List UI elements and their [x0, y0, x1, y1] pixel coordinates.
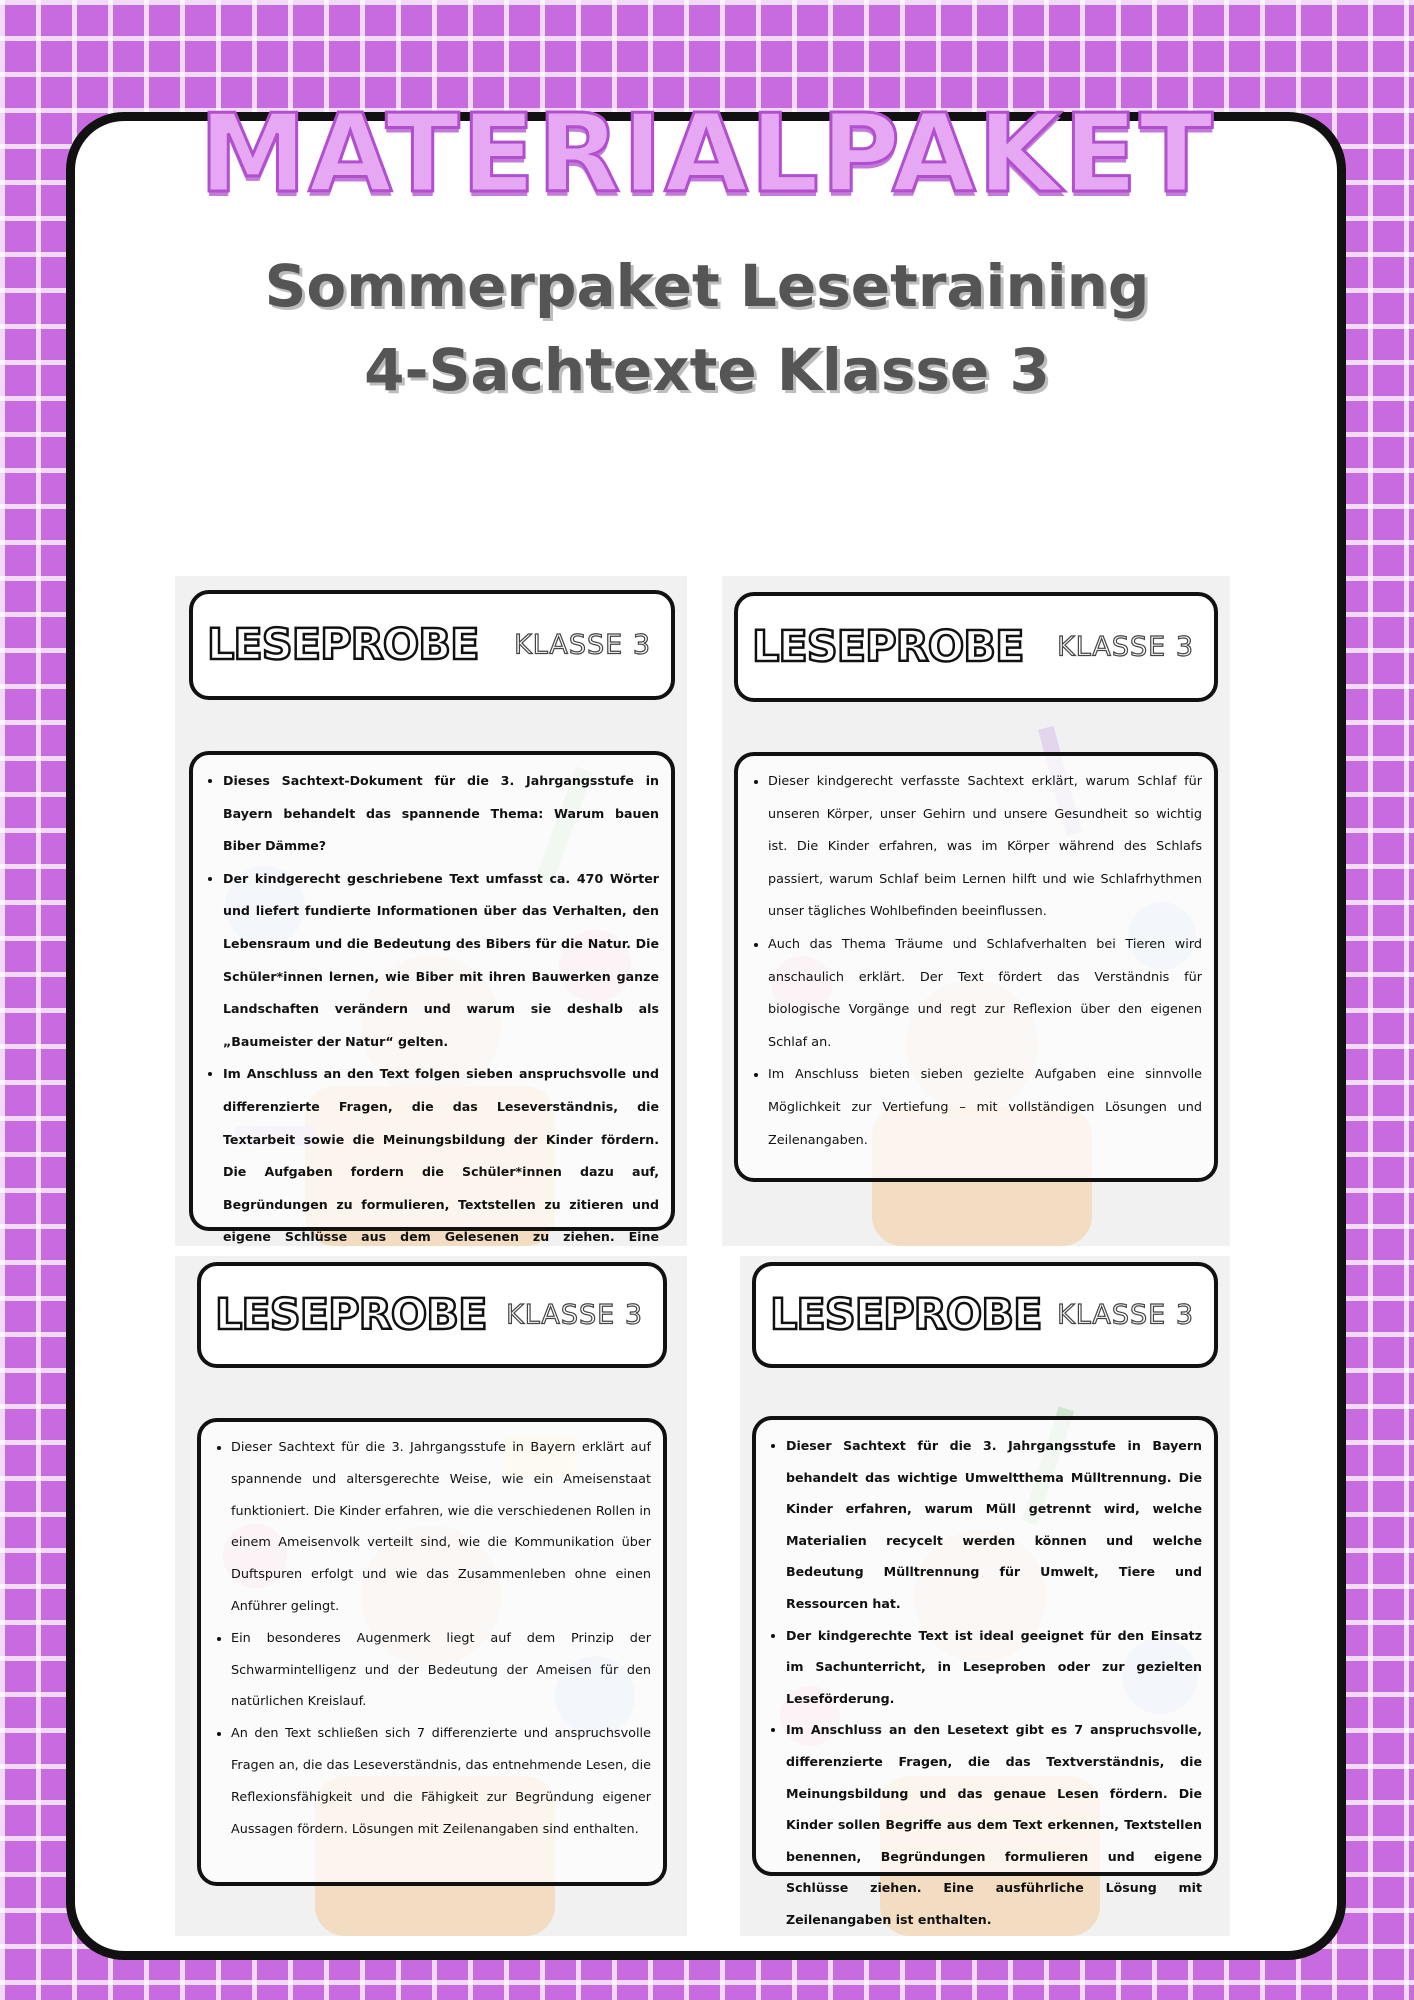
description-box	[734, 752, 1218, 1182]
bullet-item: • Der kindgerechte Text ist ideal geeignet für den Einsatz im Sachunterricht, in Leseproben oder zur gezielten Leseförderung.	[786, 1620, 1202, 1715]
subtitle-line-2: 4-Sachtexte Klasse 3	[364, 336, 1050, 404]
panel-header	[189, 590, 675, 700]
bullet-item: • Ein besonderes Augenmerk liegt auf dem Prinzip der Schwarmintelligenz und der Bedeutung der Ameisen für den natürlichen Kreislauf.	[231, 1623, 651, 1718]
description-box	[189, 751, 675, 1245]
panel-header	[752, 1262, 1218, 1368]
preview-panel-2	[722, 576, 1230, 1246]
bullet-item: • Im Anschluss an den Text folgen sieben anspruchsvolle und differenzierte Fragen, die das Leseverständnis, die Textarbeit sowie die Meinungsbildung der Kinder fördern. Die Aufgaben fordern die Schüler*innen dazu auf, Begründungen zu formulieren, Textstellen zu zitieren und eigene Schlüsse aus dem Gelesenen zu ziehen. Eine	[223, 1058, 659, 1286]
leseprobe-label: LESEPROBE	[207, 620, 479, 670]
bullet-item: • Auch das Thema Träume und Schlafverhalten bei Tieren wird anschaulich erklärt. Der Text fördert das Verständnis für biologische Vorgänge und regt zur Reflexion über den eigenen Schlaf an.	[768, 929, 1202, 1059]
description-box	[197, 1418, 667, 1886]
leseprobe-label: LESEPROBE	[215, 1290, 487, 1340]
bullet-item: • Dieser Sachtext für die 3. Jahrgangsstufe in Bayern behandelt das wichtige Umweltthema Mülltrennung. Die Kinder erfahren, warum Müll getrennt wird, welche Materialien recycelt werden können und welche Bedeutung Mülltrennung für Umwelt, Tiere und Ressourcen hat.	[786, 1430, 1202, 1620]
grade-label: KLASSE 3	[1057, 631, 1194, 663]
leseprobe-label: LESEPROBE	[770, 1290, 1042, 1340]
bullet-item: • Dieses Sachtext-Dokument für die 3. Jahrgangsstufe in Bayern behandelt das spannende Thema: Warum bauen Biber Dämme?	[223, 765, 659, 863]
bullet-item: • An den Text schließen sich 7 differenzierte und anspruchsvolle Fragen an, die das Leseverständnis, das entnehmende Lesen, die Reflexionsfähigkeit und die Fähigkeit zur Begründung eigener Aussagen fördern. Lösungen mit Zeilenangaben sind enthalten.	[231, 1718, 651, 1845]
grade-label: KLASSE 3	[506, 1299, 643, 1331]
description-box	[752, 1416, 1218, 1927]
bullet-item: • Der kindgerecht geschriebene Text umfasst ca. 470 Wörter und liefert fundierte Informationen über das Verhalten, den Lebensraum und die Bedeutung des Bibers für die Natur. Die Schüler*innen lernen, wie Biber mit ihren Bauwerken ganze Landschaften verändern und warum sie deshalb als „Baumeister der Natur“ gelten.	[223, 863, 659, 1059]
leseprobe-label: LESEPROBE	[752, 622, 1024, 672]
preview-panel-4	[740, 1256, 1230, 1936]
panel-header	[734, 592, 1218, 702]
bullet-item: • Dieser kindgerecht verfasste Sachtext erklärt, warum Schlaf für unseren Körper, unser Gehirn und unsere Gesundheit so wichtig ist. Die Kinder erfahren, was im Körper während des Schlafs passiert, warum Schlaf beim Lernen hilft und wie Schlafrhythmen unser tägliches Wohlbefinden beeinflussen.	[768, 766, 1202, 929]
panel-header	[197, 1262, 667, 1368]
preview-panel-1	[175, 576, 687, 1246]
bullet-item: • Im Anschluss an den Lesetext gibt es 7 anspruchsvolle, differenzierte Fragen, die das Textverständnis, die Meinungsbildung und das genaue Lesen fördern. Die Kinder sollen Begriffe aus dem Text erkennen, Textstellen benennen, Begründungen formulieren und eigene Schlüsse ziehen. Eine ausführliche Lösung mit Zeilenangaben ist enthalten.	[786, 1714, 1202, 1935]
grade-label: KLASSE 3	[1057, 1299, 1194, 1331]
preview-panel-3	[175, 1256, 687, 1936]
bullet-item: • Dieser Sachtext für die 3. Jahrgangsstufe in Bayern erklärt auf spannende und altersgerechte Weise, wie ein Ameisenstaat funktioniert. Die Kinder erfahren, wie die verschiedenen Rollen in einem Ameisenvolk verteilt sind, wie die Kommunikation über Duftspuren erfolgt und wie das Zusammenleben ohne einen Anführer gelingt.	[231, 1432, 651, 1623]
subtitle-line-1: Sommerpaket Lesetraining	[264, 252, 1150, 320]
main-title: MATERIALPAKET	[199, 92, 1215, 217]
grade-label: KLASSE 3	[514, 629, 651, 661]
bullet-item: • Im Anschluss bieten sieben gezielte Aufgaben eine sinnvolle Möglichkeit zur Vertiefung – mit vollständigen Lösungen und Zeilenangaben.	[768, 1059, 1202, 1157]
